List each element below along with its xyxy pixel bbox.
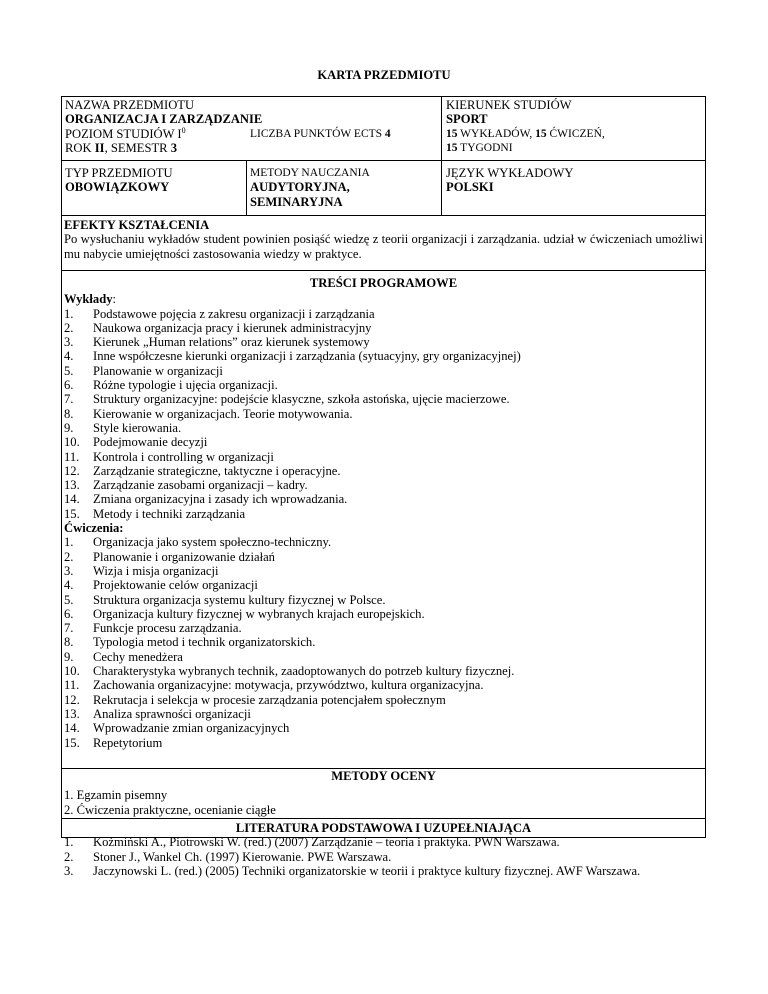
list-item: 12. Zarządzanie strategiczne, taktyczne i operacyjne. xyxy=(64,463,341,478)
list-item: 7. Struktury organizacyjne: podejście klasyczne, szkoła astońska, ujęcie macierzowe. xyxy=(64,392,510,407)
list-item: 1. Organizacja jako system społeczno-techniczny. xyxy=(64,535,332,550)
course-type-cell xyxy=(65,166,243,195)
list-item: 10. Podejmowanie decyzji xyxy=(64,435,208,450)
list-item: 12. Rekrutacja i selekcja w procesie zarządzania potencjałem społecznym xyxy=(64,692,446,707)
list-item: 6. Organizacja kultury fizycznej w wybranych krajach europejskich. xyxy=(64,606,425,621)
lectures-heading: Wykłady: xyxy=(64,292,117,307)
list-item: 4. Inne współczesne kierunki organizacji i zarządzania (sytuacyjny, gry organizacyjnej) xyxy=(64,349,521,364)
list-item: 14. Wprowadzanie zmian organizacyjnych xyxy=(64,721,290,736)
methods-label: METODY NAUCZANIA xyxy=(250,167,370,179)
field-of-study-cell xyxy=(446,98,702,155)
list-item: 2. Stoner J., Wankel Ch. (1997) Kierowanie. PWE Warszawa. xyxy=(64,849,392,864)
list-item: 3. Kierunek „Human relations” oraz kierunek systemowy xyxy=(64,335,370,350)
list-item: 11. Zachowania organizacyjne: motywacja, przywództwo, kultura organizacyjna. xyxy=(64,678,484,693)
level-superscript: 0 xyxy=(181,125,186,135)
list-item: 1. Koźmiński A., Piotrowski W. (red.) (2007) Zarządzanie – teoria i praktyka. PWN Warszawa. xyxy=(64,835,560,850)
assessment-item: 2. Ćwiczenia praktyczne, ocenianie ciągłe xyxy=(64,802,276,817)
course-info-cell xyxy=(65,98,437,155)
level-label: POZIOM STUDIÓW $I^0$ xyxy=(65,125,186,141)
list-item: 1. Podstawowe pojęcia z zakresu organizacji i zarządzania xyxy=(64,306,375,321)
type-value: OBOWIĄZKOWY xyxy=(65,180,170,195)
list-item: 8. Kierowanie w organizacjach. Teorie motywowania. xyxy=(64,406,353,421)
methods-value-1: AUDYTORYJNA, xyxy=(250,180,350,195)
exercises-list xyxy=(64,535,703,749)
row-divider xyxy=(61,818,706,819)
row-divider xyxy=(61,215,706,216)
learning-outcomes-heading: EFEKTY KSZTAŁCENIA xyxy=(64,218,210,232)
year-semester: ROK II, SEMESTR 3 xyxy=(65,140,177,155)
list-item: 5. Struktura organizacja systemu kultury fizycznej w Polsce. xyxy=(64,592,386,607)
row-divider xyxy=(61,270,706,271)
assessment-heading: METODY OCENY xyxy=(331,769,436,783)
column-divider xyxy=(441,96,442,215)
list-item: 4. Projektowanie celów organizacji xyxy=(64,578,258,593)
language-cell xyxy=(446,166,702,195)
list-item: 5. Planowanie w organizacji xyxy=(64,363,223,378)
assessment-item: 1. Egzamin pisemny xyxy=(64,788,168,803)
learning-outcomes-text: Po wysłuchaniu wykładów student powinien posiąść wiedzę z teorii organizacji i zarządzania. udział w ćwiczeniach umożliwi mu nabycie umiejętności zastosowania wiedzy w praktyce. xyxy=(64,232,703,261)
curriculum-heading: TREŚCI PROGRAMOWE xyxy=(309,276,458,290)
lectures-list xyxy=(64,307,703,521)
list-item: 6. Różne typologie i ujęcia organizacji. xyxy=(64,378,278,393)
list-item: 13. Analiza sprawności organizacji xyxy=(64,706,251,721)
course-name-label: NAZWA PRZEDMIOTU xyxy=(65,98,195,112)
language-value: POLSKI xyxy=(446,180,494,195)
list-item: 3. Wizja i misja organizacji xyxy=(64,563,219,578)
methods-value-2: SEMINARYJNA xyxy=(250,194,343,209)
field-value: SPORT xyxy=(446,112,488,127)
literature-section xyxy=(64,821,703,878)
page-title: KARTA PRZEDMIOTU xyxy=(317,68,451,82)
course-name-value: ORGANIZACJA I ZARZĄDZANIE xyxy=(65,112,263,127)
column-divider xyxy=(246,160,247,215)
list-item: 9. Cechy menedżera xyxy=(64,649,183,664)
learning-outcomes-section xyxy=(64,218,703,261)
list-item: 11. Kontrola i controlling w organizacji xyxy=(64,449,274,464)
list-item: 3. Jaczynowski L. (red.) (2005) Techniki organizatorskie w teorii i praktyce kultury fizycznej. AWF Warszawa. xyxy=(64,863,641,878)
list-item: 15. Metody i techniki zarządzania xyxy=(64,506,246,521)
curriculum-section xyxy=(64,276,703,750)
language-label: JĘZYK WYKŁADOWY xyxy=(446,166,574,180)
semester-value: 3 xyxy=(170,140,177,155)
list-item: 14. Zmiana organizacyjna i zasady ich wprowadzania. xyxy=(64,492,348,507)
literature-list xyxy=(64,835,703,878)
list-item: 13. Zarządzanie zasobami organizacji – kadry. xyxy=(64,478,308,493)
literature-heading: LITERATURA PODSTAWOWA I UZUPEŁNIAJĄCA xyxy=(235,821,532,835)
exercises-heading: Ćwiczenia: xyxy=(64,521,124,536)
list-item: 10. Charakterystyka wybranych technik, zaadoptowanych do potrzeb kultury fizycznej. xyxy=(64,664,515,679)
list-item: 2. Planowanie i organizowanie działań xyxy=(64,549,275,564)
ects-value: 4 xyxy=(384,127,391,140)
type-label: TYP PRZEDMIOTU xyxy=(65,166,173,180)
year-value: II xyxy=(94,140,105,155)
row-divider xyxy=(61,160,706,161)
list-item: 15. Repetytorium xyxy=(64,735,163,750)
teaching-methods-cell xyxy=(250,166,438,209)
weeks-line: 15 TYGODNI xyxy=(446,141,513,154)
list-item: 2. Naukowa organizacja pracy i kierunek administracyjny xyxy=(64,320,372,335)
ects-field: LICZBA PUNKTÓW ECTS 4 xyxy=(250,127,391,140)
list-item: 7. Funkcje procesu zarządzania. xyxy=(64,621,242,636)
list-item: 9. Style kierowania. xyxy=(64,420,182,435)
field-label: KIERUNEK STUDIÓW xyxy=(446,98,572,112)
assessment-section xyxy=(64,769,703,817)
list-item: 8. Typologia metod i technik organizatorskich. xyxy=(64,635,316,650)
hours-line: 15 WYKŁADÓW, 15 ĆWICZEŃ, xyxy=(446,127,605,140)
